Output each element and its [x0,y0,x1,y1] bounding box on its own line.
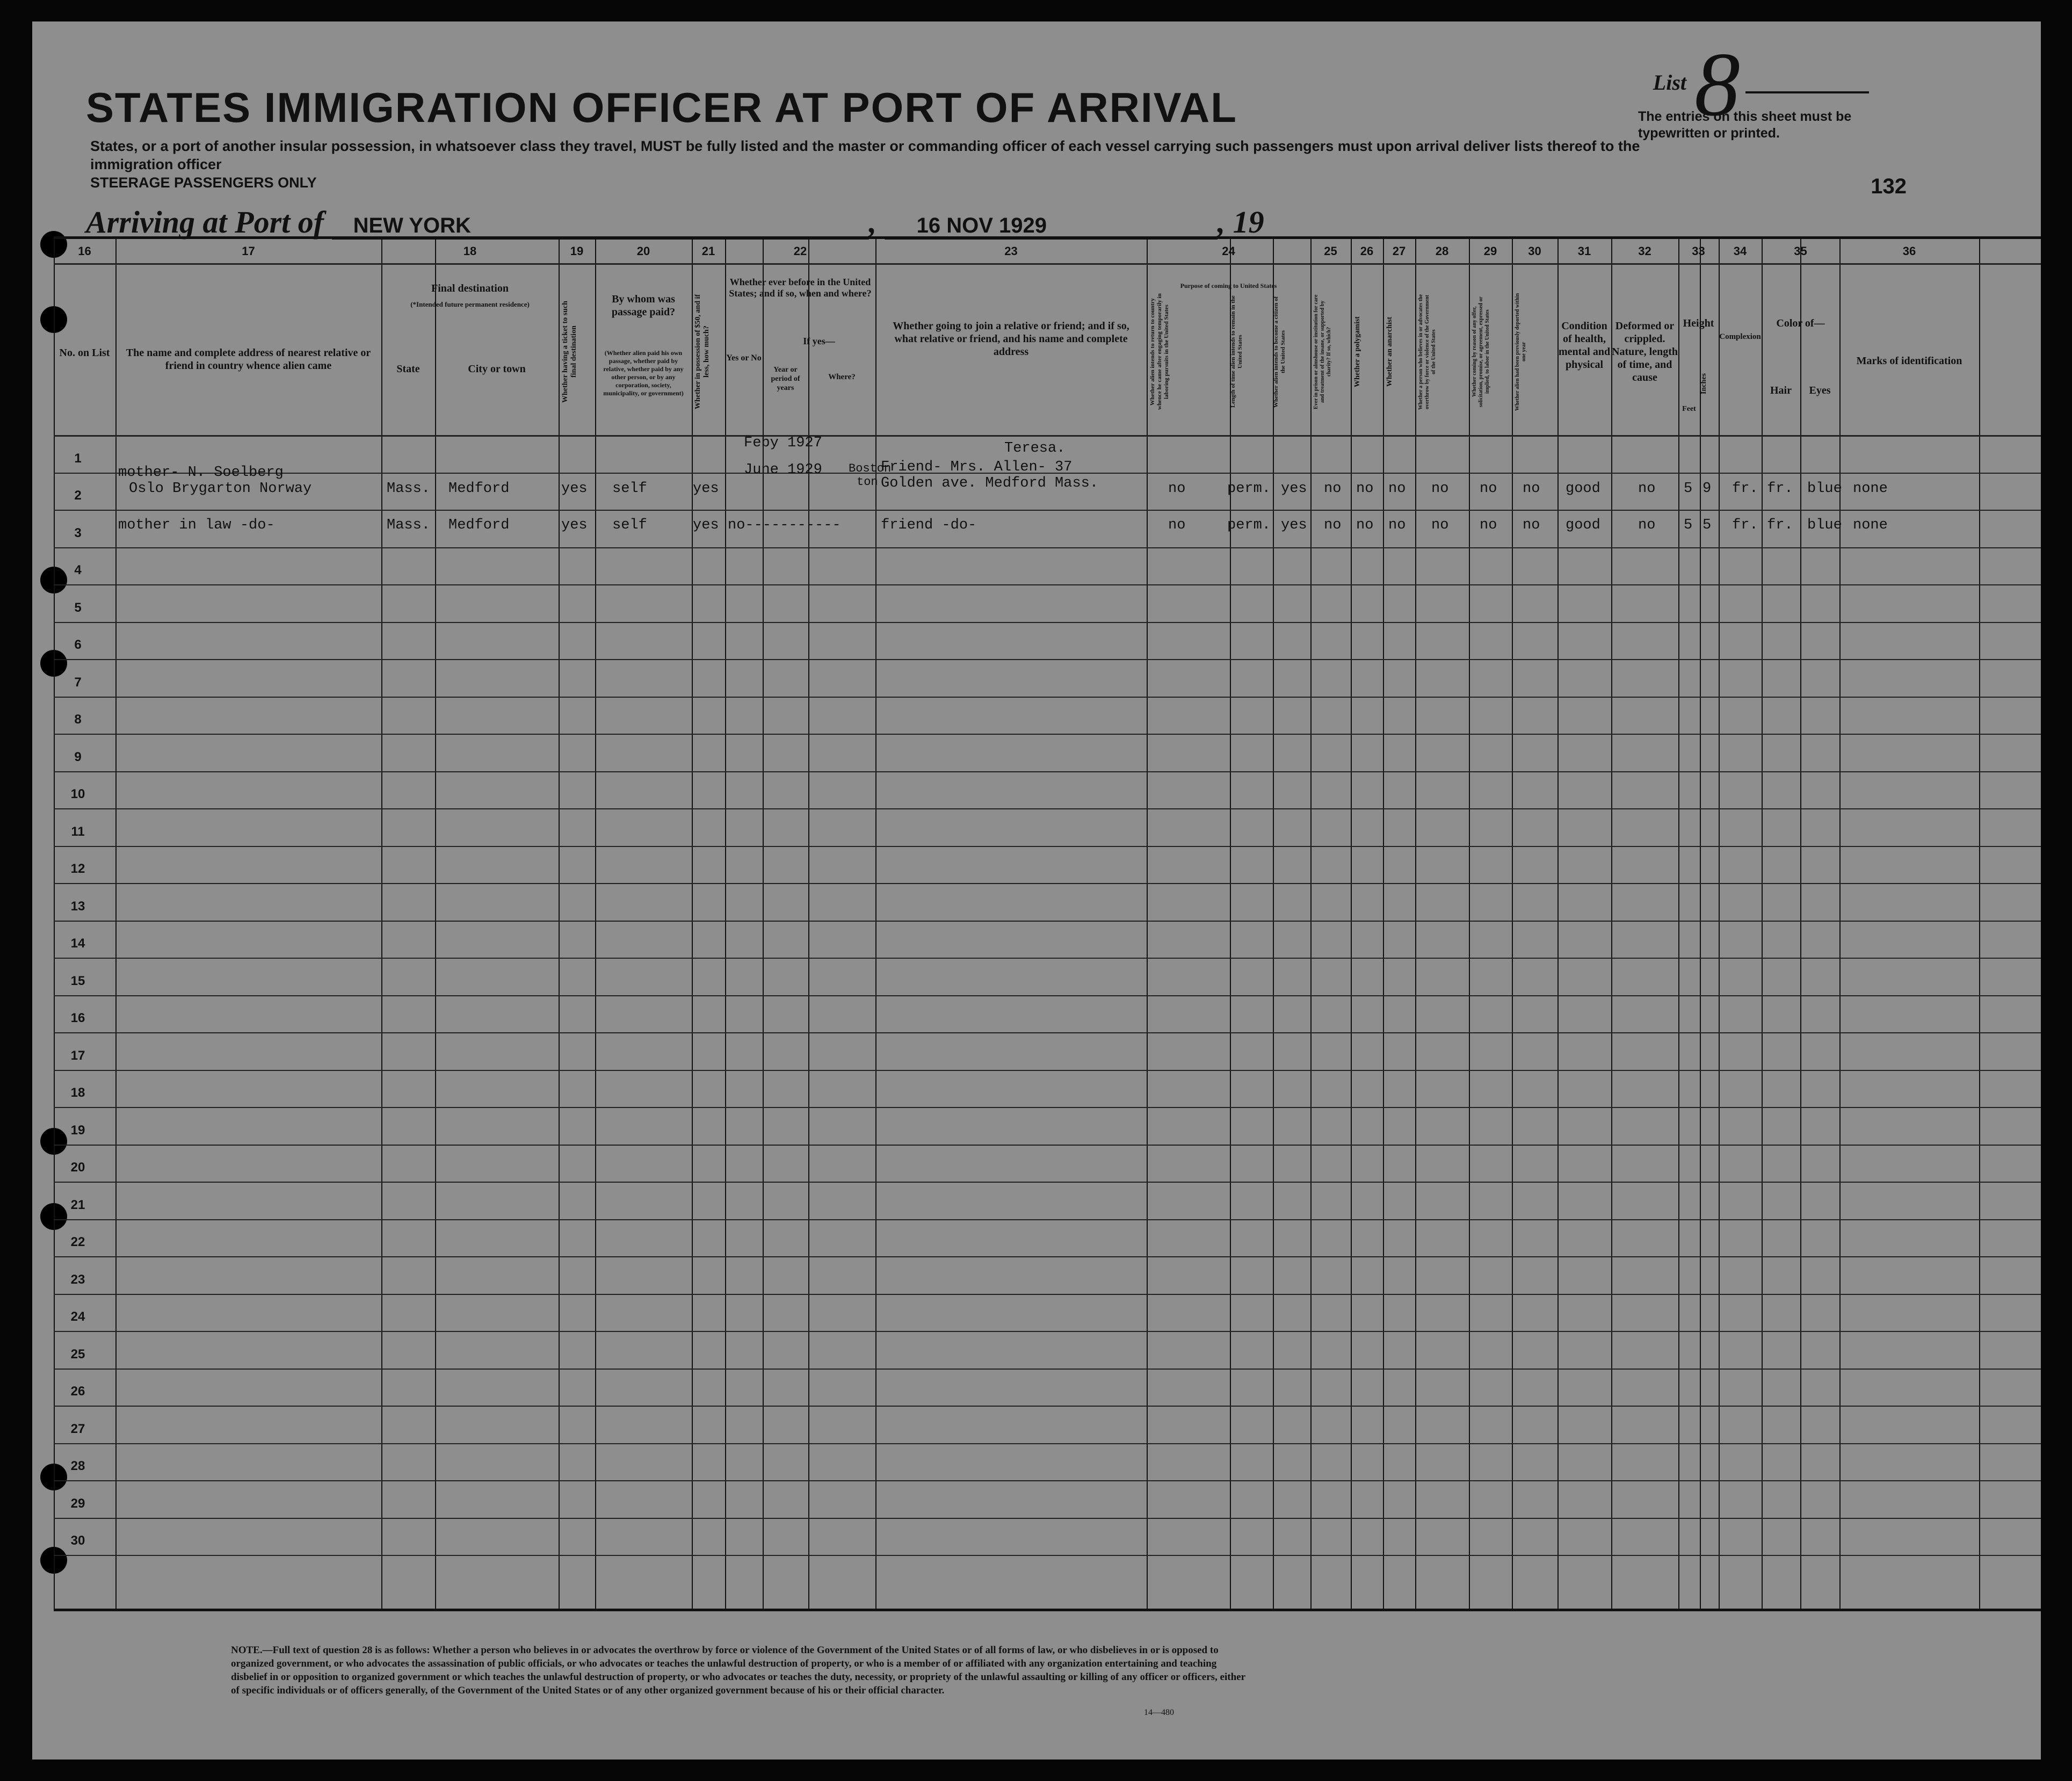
column-number: 21 [701,244,715,258]
column-number: 23 [1004,244,1018,258]
row-number: 1 [74,451,82,466]
row-rule [54,1145,2041,1146]
header-eyes: Eyes [1809,385,1831,396]
q30-cell: no [1523,481,1540,497]
header-rule [54,435,2041,437]
row-number: 18 [70,1085,85,1100]
money-cell: yes [693,517,719,533]
column-number: 17 [242,244,255,258]
row-rule [54,510,2041,511]
header-polygamist: Whether a polygamist [1353,316,1361,387]
header-color-of: Color of— [1776,317,1825,329]
state-cell: Mass. [387,481,431,497]
column-rule [1800,239,1801,1609]
column-number: 33 [1692,244,1705,258]
column-rule [725,239,726,1609]
column-rule [1719,239,1720,1609]
ticket-cell: yes [561,481,588,497]
year-prefix: 19 [1233,205,1264,240]
header-passage-note: (Whether alien paid his own passage, whether paid by relative, whether paid by any other person, or by any corporation, society, municipality, or government) [603,349,684,397]
column-rule [1762,239,1763,1609]
hair-cell: fr. [1767,517,1793,533]
column-rule [1383,239,1384,1609]
row-rule [54,1369,2041,1370]
inches-cell: 9 [1702,481,1712,497]
header-year-period: Year or period of years [771,366,800,392]
subtitle-line: STEERAGE PASSENGERS ONLY [90,175,317,191]
row-number: 2 [74,488,82,503]
deformed-cell: no [1638,517,1656,533]
health-cell: good [1566,481,1600,497]
row-number: 13 [70,899,85,914]
row-rule [54,883,2041,884]
row-rule [54,1443,2041,1444]
list-underline [1745,91,1869,93]
row-rule [54,1219,2041,1220]
row-rule [54,547,2041,548]
column-number: 27 [1392,244,1406,258]
column-rule [1979,239,1980,1609]
header-purpose-return: Whether alien intends to return to country whence he came after engaging temporarily in laboring pursuits in the United States [1149,293,1170,410]
join-cell-line2: Golden ave. Medford Mass. [881,475,1099,491]
header-q28: Whether a person who believes in or advocates the overthrow by force or violence of the Government of the United States [1418,294,1437,410]
form-number: 14—480 [1144,1708,1174,1717]
column-number: 34 [1733,244,1747,258]
length-cell: perm. [1227,481,1271,497]
row-rule [54,846,2041,847]
row-number: 6 [74,638,82,652]
header-state: State [396,363,420,375]
row-rule [54,697,2041,698]
column-rule [1415,239,1416,1609]
column-rule [1512,239,1513,1609]
row-number: 30 [70,1533,85,1548]
eyes-cell: blue [1807,517,1842,533]
ever-before-cell: Feby 1927 [744,435,822,451]
list-label: List [1653,70,1686,95]
row-rule [54,771,2041,772]
manifest-sheet [32,21,2041,1760]
row-number: 17 [70,1048,85,1063]
header-height: Height [1683,317,1714,329]
city-cell: Medford [448,481,510,497]
header-complexion: Complexion [1719,332,1761,341]
row-number: 10 [70,787,85,801]
relative-line: mother- N. Soelberg [118,465,284,481]
header-anarchist: Whether an anarchist [1386,316,1394,387]
join-cell-line1: friend -do- [881,517,977,533]
row-rule [54,1032,2041,1033]
state-cell: Mass. [387,517,431,533]
length-cell: perm. [1227,517,1271,533]
header-money: Whether in possession of $50, and if less, how much? [694,294,711,410]
date-value: 16 NOV 1929 [916,214,1047,237]
column-rule [1557,239,1559,1609]
header-purpose: Purpose of coming to United States [1180,282,1277,289]
header-final-destination: Final destination [431,283,509,294]
column-number: 25 [1324,244,1337,258]
page-subtitle [90,137,1701,192]
complexion-cell: fr. [1732,481,1758,497]
column-number: 29 [1483,244,1497,258]
row-number: 29 [70,1496,85,1511]
q29-cell: no [1480,517,1497,533]
column-rule [115,239,117,1609]
header-purpose-citizen: Whether alien intends to become a citizen of the United States [1273,296,1286,408]
row-rule [54,1182,2041,1183]
column-rule [1147,239,1148,1609]
polygamist-cell: no [1356,517,1374,533]
row-rule [54,1294,2041,1295]
row-rule [54,659,2041,660]
row-number: 16 [70,1011,85,1025]
deformed-cell: no [1638,481,1656,497]
port-field [332,213,869,240]
header-inches: Inches [1700,373,1708,395]
hair-cell: fr. [1767,481,1793,497]
header-hair: Hair [1770,385,1792,396]
join-cell-line1: Friend- Mrs. Allen- 37 [881,459,1073,475]
where-cell: Boston [849,462,892,475]
header-ever-before: Whether ever before in the United States; and if so, when and where? [729,277,872,299]
column-rule [381,239,382,1609]
row-rule [54,1518,2041,1519]
header-rule [54,263,2041,265]
column-rule [1678,239,1679,1609]
return-cell: no [1168,517,1186,533]
row-number: 5 [74,600,82,615]
list-number: 8 [1694,34,1740,135]
join-cell-line0: Teresa. [1004,440,1066,457]
q28-cell: no [1431,481,1449,497]
column-number: 32 [1638,244,1651,258]
column-number: 18 [463,244,477,258]
relative-line: Oslo Brygarton Norway [129,481,312,497]
row-number: 21 [70,1197,85,1212]
relative-line: mother in law -do- [118,517,275,533]
header-deformed: Deformed or crippled. Nature, length of time, and cause [1612,320,1678,383]
row-rule [54,1406,2041,1407]
header-feet: Feet [1682,405,1696,413]
column-rule [1230,239,1231,1609]
column-rule [1469,239,1470,1609]
column-rule [559,239,560,1609]
header-prison: Ever in prison or almshouse or institution for care and treatment of the insane, or supported by charity? If so, which? [1313,294,1332,409]
header-purpose-length: Length of time alien intends to remain in the United States [1230,295,1243,408]
ticket-cell: yes [561,517,588,533]
row-number: 7 [74,675,82,690]
column-number: 28 [1435,244,1449,258]
row-number: 27 [70,1421,85,1436]
port-value: NEW YORK [353,214,471,237]
row-number: 20 [70,1160,85,1175]
row-number: 8 [74,712,82,727]
money-cell: yes [693,481,719,497]
q29-cell: no [1480,481,1497,497]
row-rule [54,622,2041,623]
row-number: 9 [74,749,82,764]
column-rule [1700,239,1701,1609]
column-rule [875,239,876,1609]
footnote: NOTE.—Full text of question 28 is as follows: Whether a person who believes in or advocates the overthrow by force or violence of the Government of the United States or of all forms of law, or who disbelieves in or is opposed to organized government, or who advocates the assassination of public officials, or who advocates or teaches the unlawful destruction of property, or who is a member of or affiliated with any organization entertaining and teaching disbelief in or opposition to organized government or which teaches the unlawful destruction of property, or who advocates or teaches the duty, necessity, or propriety of the unlawful assaulting or killing of any officer or officers, either of specific individuals or of officers generally, of the Government of the United States or of any other organized government because of his or their official character. [231,1645,1245,1696]
arrival-line: Arriving at Port of NEW YORK , 16 NOV 1929 , 19 [86,205,1264,240]
header-city: City or town [468,363,526,375]
prison-cell: no [1324,481,1342,497]
row-rule [54,958,2041,959]
column-number: 26 [1360,244,1374,258]
column-number: 24 [1222,244,1235,258]
row-rule [54,1555,2041,1556]
header-ticket: Whether having a ticket to such final destination [561,301,578,403]
manifest-table [54,236,2041,1611]
row-number: 24 [70,1309,85,1324]
ever-year-cell: June 1929 [744,462,822,478]
header-yes-no: Yes or No [726,353,762,363]
header-passage-paid: By whom was passage paid? [611,293,676,318]
row-rule [54,921,2041,922]
column-number: 22 [793,244,807,258]
column-rule [1351,239,1352,1609]
q30-cell: no [1523,517,1540,533]
where-cell-line2: ton [857,475,878,489]
header-if-yes: If yes— [803,336,835,346]
column-rule [1839,239,1841,1609]
row-number: 3 [74,525,82,540]
q28-cell: no [1431,517,1449,533]
subtitle-line: States, or a port of another insular possession, in whatsoever class they travel, MUST be fully listed and the master or commanding officer of each vessel carrying such passengers must upon arrival deliver lists thereof to the immigration officer [90,138,1640,172]
header-q30: Whether alien had been previously deported within one year [1515,293,1527,411]
citizen-cell: yes [1281,481,1307,497]
return-cell: no [1168,481,1186,497]
complexion-cell: fr. [1732,517,1758,533]
polygamist-cell: no [1356,481,1374,497]
row-number: 25 [70,1346,85,1362]
row-rule [54,584,2041,585]
column-rule [692,239,693,1609]
row-number: 4 [74,563,82,577]
column-rule [1273,239,1274,1609]
city-cell: Medford [448,517,510,533]
row-number: 14 [70,936,85,951]
row-number: 28 [70,1459,85,1473]
column-number: 35 [1794,244,1807,258]
row-number: 23 [70,1272,85,1287]
page-number: 132 [1871,175,1907,198]
row-number: 11 [71,824,85,839]
column-number: 20 [636,244,650,258]
column-rule [54,239,55,1609]
feet-cell: 5 [1684,517,1693,533]
header-where: Where? [828,373,856,381]
column-number: 16 [78,244,91,258]
column-rule [1310,239,1312,1609]
row-number: 22 [70,1235,85,1249]
paid-cell: self [612,481,647,497]
column-number: 31 [1577,244,1591,258]
column-rule [595,239,596,1609]
paid-cell: self [612,517,647,533]
citizen-cell: yes [1281,517,1307,533]
anarchist-cell: no [1388,517,1406,533]
page-title: STATES IMMIGRATION OFFICER AT PORT OF ARRIVAL [86,84,1237,131]
anarchist-cell: no [1388,481,1406,497]
column-number: 19 [570,244,584,258]
row-number: 19 [70,1123,85,1138]
column-rule [435,239,436,1609]
marks-cell: none [1853,481,1888,497]
marks-cell: none [1853,517,1888,533]
header-no-on-list: No. on List [59,347,110,359]
health-cell: good [1566,517,1600,533]
row-rule [54,1331,2041,1332]
row-rule [54,1256,2041,1257]
header-health: Condition of health, mental and physical [1558,320,1611,371]
ever-before-cell: no----------- [728,517,841,533]
row-rule [54,1070,2041,1071]
list-note: The entries on this sheet must be typewritten or printed. [1638,109,1852,141]
prison-cell: no [1324,517,1342,533]
arriving-label: Arriving at Port of [86,205,324,240]
row-rule [54,995,2041,996]
row-number: 26 [70,1384,85,1399]
eyes-cell: blue [1807,481,1842,497]
row-rule [54,1107,2041,1108]
date-field [885,213,1218,240]
column-number: 36 [1902,244,1916,258]
header-join-relative: Whether going to join a relative or friend; and if so, what relative or friend, and his name and complete address [893,320,1129,358]
inches-cell: 5 [1702,517,1712,533]
header-final-destination-note: (*Intended future permanent residence) [410,300,530,308]
row-rule [54,1480,2041,1481]
feet-cell: 5 [1684,481,1693,497]
header-nearest-relative: The name and complete address of nearest relative or friend in country whence alien came [126,347,371,372]
column-number: 30 [1528,244,1541,258]
row-rule [54,734,2041,735]
header-q29: Whether coming by reason of any offer, solicitation, promise, or agreement, expressed or implied, to labor in the United States [1472,296,1490,407]
column-rule [1611,239,1612,1609]
header-marks: Marks of identification [1856,355,1962,367]
row-number: 15 [70,973,85,988]
row-number: 12 [70,861,85,876]
row-rule [54,808,2041,809]
